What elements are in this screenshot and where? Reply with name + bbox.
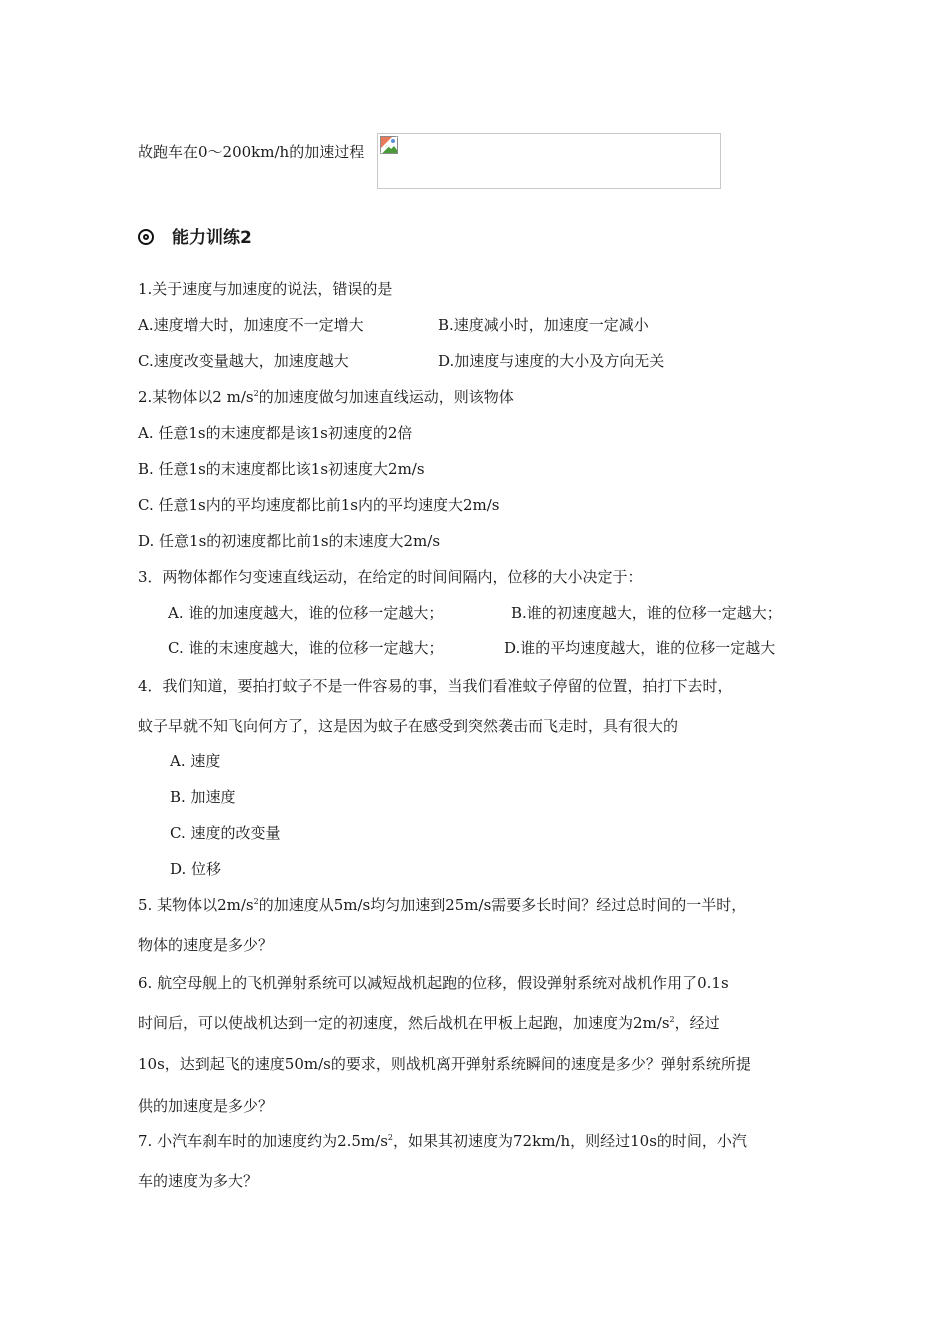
bullseye-icon bbox=[138, 229, 154, 245]
q5-line-2: 物体的速度是多少？ bbox=[138, 936, 274, 954]
q4-line-2: 蚊子早就不知飞向何方了，这是因为蚊子在感受到突然袭击而飞走时，具有很大的 bbox=[138, 717, 679, 735]
q1-stem: 1.关于速度与加速度的说法，错误的是 bbox=[138, 280, 393, 298]
q2-stem: 2.某物体以2 $m/s^2$的加速度做匀加速直线运动，则该物体 bbox=[138, 388, 514, 406]
q4-option-c: C. 速度的改变量 bbox=[170, 824, 281, 842]
q1-option-d: D.加速度与速度的大小及方向无关 bbox=[438, 352, 665, 370]
q2-option-b: B. 任意1s的末速度都比该1s初速度大2m/s bbox=[138, 460, 425, 478]
q7-line-1: 7. 小汽车刹车时的加速度约为$2.5m/s^2$，如果其初速度为72km/h，则经过10s的时间，小汽 bbox=[138, 1132, 747, 1150]
q6-line-3: 10s，达到起飞的速度50m/s的要求，则战机离开弹射系统瞬间的速度是多少？弹射系统所提 bbox=[138, 1055, 751, 1073]
q3-option-c: C. 谁的末速度越大，谁的位移一定越大； bbox=[168, 639, 444, 657]
q7-line-2: 车的速度为多大？ bbox=[138, 1172, 259, 1190]
q4-option-b: B. 加速度 bbox=[170, 788, 236, 806]
q2-option-c: C. 任意1s内的平均速度都比前1s内的平均速度大2m/s bbox=[138, 496, 500, 514]
intro-text: 故跑车在0～200km/h的加速过程 bbox=[138, 143, 365, 161]
q1-option-b: B.速度减小时，加速度一定减小 bbox=[438, 316, 649, 334]
q6-line-4: 供的加速度是多少？ bbox=[138, 1097, 274, 1115]
section-title: 能力训练2 bbox=[172, 228, 252, 248]
q5-line-1: 5. 某物体以$2m/s^2$的加速度从5m/s均匀加速到25m/s需要多长时间？经过总时间的一半时， bbox=[138, 896, 747, 914]
q6-line-2: 时间后，可以使战机达到一定的初速度，然后战机在甲板上起跑，加速度为$2m/s^2$，经过 bbox=[138, 1014, 720, 1032]
q1-option-a: A.速度增大时，加速度不一定增大 bbox=[138, 316, 364, 334]
q3-option-b: B.谁的初速度越大，谁的位移一定越大； bbox=[511, 604, 782, 622]
section-heading bbox=[138, 226, 252, 250]
q2-option-a: A. 任意1s的末速度都是该1s初速度的2倍 bbox=[138, 424, 413, 442]
q2-option-d: D. 任意1s的初速度都比前1s的末速度大2m/s bbox=[138, 532, 441, 550]
q4-option-d: D. 位移 bbox=[170, 860, 222, 878]
q3-stem: 3．两物体都作匀变速直线运动，在给定的时间间隔内，位移的大小决定于： bbox=[138, 568, 643, 586]
broken-image-placeholder bbox=[377, 133, 721, 189]
q1-option-c: C.速度改变量越大，加速度越大 bbox=[138, 352, 349, 370]
q4-option-a: A. 速度 bbox=[170, 752, 221, 770]
q3-option-a: A. 谁的加速度越大，谁的位移一定越大； bbox=[168, 604, 444, 622]
broken-image-icon bbox=[380, 136, 398, 154]
q4-line-1: 4．我们知道，要拍打蚊子不是一件容易的事，当我们看准蚊子停留的位置，拍打下去时， bbox=[138, 677, 733, 695]
q6-line-1: 6. 航空母舰上的飞机弹射系统可以减短战机起跑的位移，假设弹射系统对战机作用了0.1s bbox=[138, 974, 729, 992]
q3-option-d: D.谁的平均速度越大，谁的位移一定越大 bbox=[504, 639, 776, 657]
